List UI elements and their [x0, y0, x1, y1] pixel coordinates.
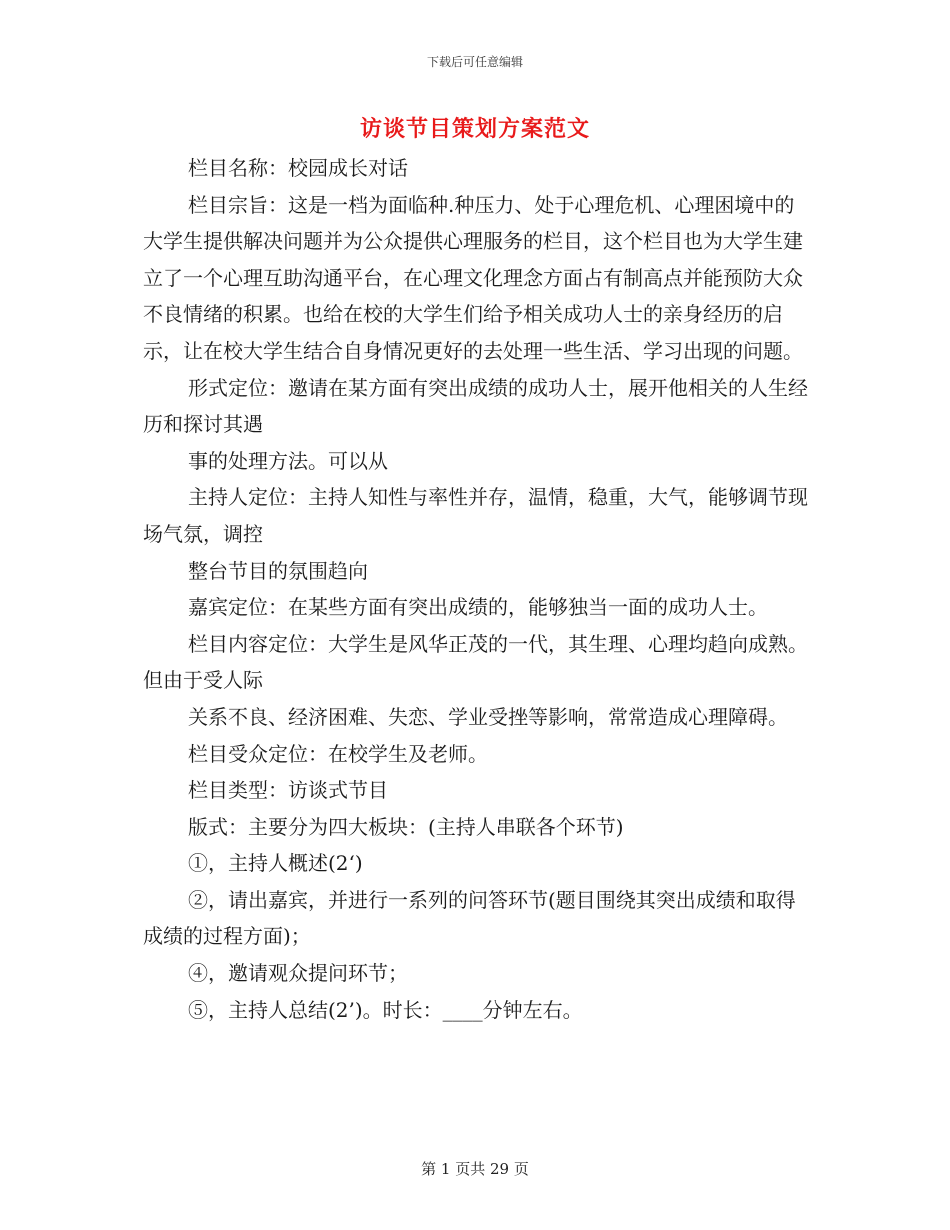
paragraph: 版式：主要分为四大板块：(主持人串联各个环节): [188, 814, 624, 839]
paragraph: 整台节目的氛围趋向: [188, 558, 368, 583]
paragraph: ①，主持人概述(2‘): [188, 851, 363, 876]
paragraph: 形式定位：邀请在某方面有突出成绩的成功人士，展开他相关的人生经历和探讨其遇: [143, 375, 808, 437]
document-title: 访谈节目策划方案范文: [359, 116, 590, 142]
paragraph: 主持人定位：主持人知性与率性并存，温情，稳重，大气，能够调节现场气氛，调控: [143, 485, 808, 546]
document-body: [143, 150, 813, 1028]
paragraph: 事的处理方法。可以从: [188, 448, 388, 473]
paragraph: 栏目宗旨：这是一档为面临种.种压力、处于心理危机、心理困境中的大学生提供解决问题并为公众提供心理服务的栏目，这个栏目也为大学生建立了一个心理互助沟通平台，在心理文化理念方面占有制高点并能预防大众不良情绪的积累。也给在校的大学生们给予相关成功人士的亲身经历的启示，让在校大学生结合自身情况更好的去处理一些生活、学习出现的问题。: [143, 192, 803, 363]
paragraph: 关系不良、经济困难、失恋、学业受挫等影响，常常造成心理障碍。: [188, 704, 788, 729]
header-note: 下载后可任意编辑: [426, 55, 523, 69]
paragraph: 栏目名称：校园成长对话: [188, 156, 408, 180]
paragraph: ⑤，主持人总结(2’)。时长：____分钟左右。: [188, 997, 583, 1022]
paragraph: ②，请出嘉宾，并进行一系列的问答环节(题目围绕其突出成绩和取得成绩的过程方面)；: [143, 887, 796, 949]
paragraph: 嘉宾定位：在某些方面有突出成绩的，能够独当一面的成功人士。: [188, 595, 768, 620]
paragraph: 栏目类型：访谈式节目: [188, 778, 388, 803]
paragraph: 栏目内容定位：大学生是风华正茂的一代，其生理、心理均趋向成熟。但由于受人际: [143, 631, 808, 693]
page-footer: 第 1 页共 29 页: [421, 1160, 529, 1178]
paragraph: 栏目受众定位：在校学生及老师。: [188, 741, 488, 766]
paragraph: ④，邀请观众提问环节；: [188, 961, 408, 986]
